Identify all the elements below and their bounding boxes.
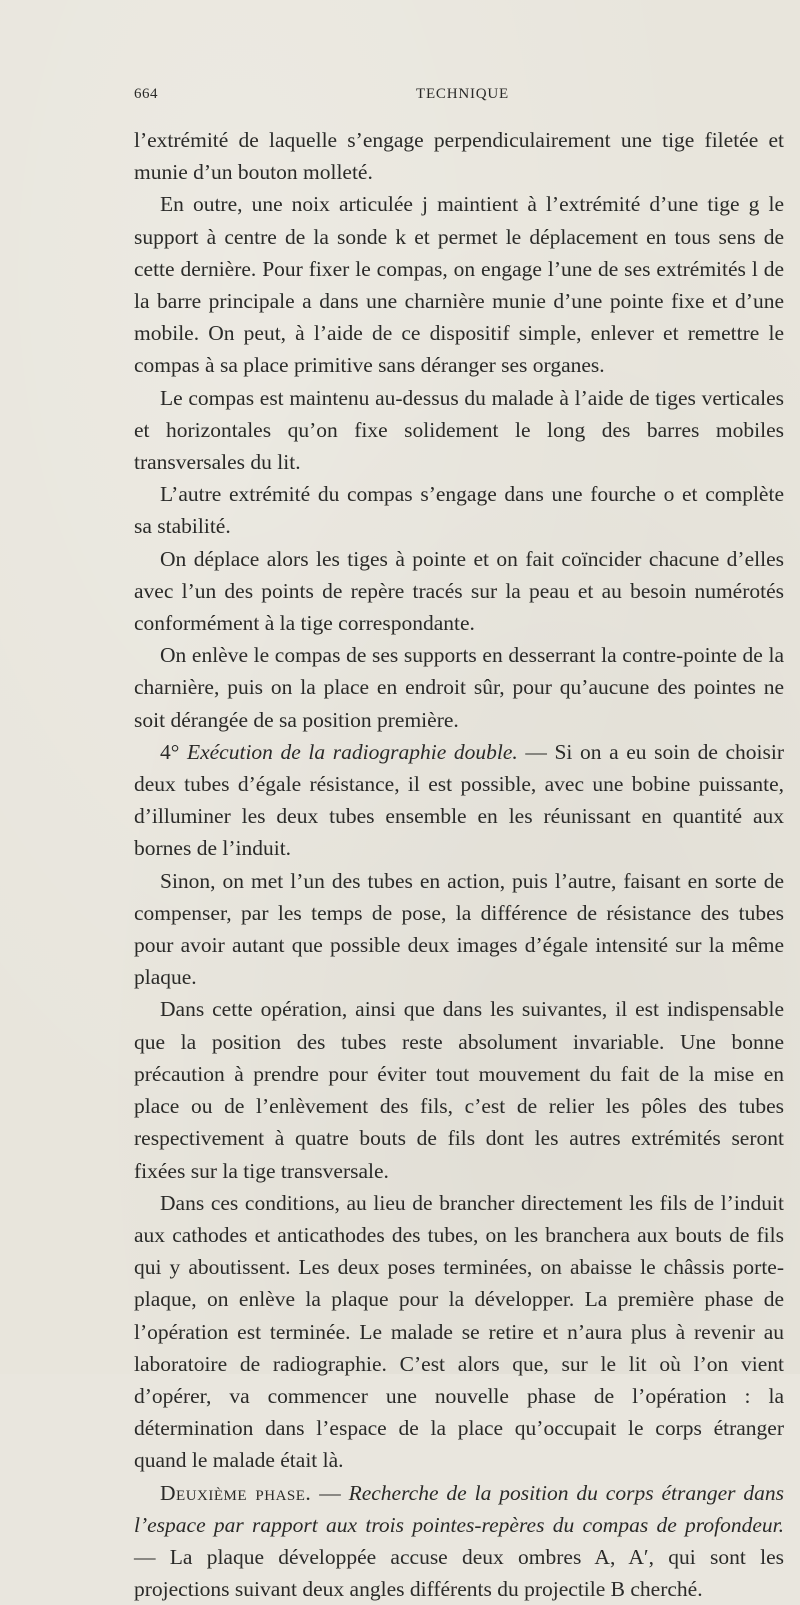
body-text	[134, 124, 784, 1605]
paragraph-conditions	[134, 1187, 784, 1477]
phase-label: Deuxième phase.	[160, 1480, 312, 1505]
dash-separator: —	[311, 1480, 349, 1505]
section-number: 4°	[160, 739, 187, 764]
paragraph-text: Dans cette opération, ainsi que dans les suivantes, il est indispensable que la position des tubes reste absolument invariable. Une bonne précaution à prendre pour éviter tout mouvement du fait de la mise en place ou de l’enlèvement des fils, c’est de relier les pôles des tubes respectivement à quatre bouts de fils dont les autres extrémités seront fixées sur la tige transversale.	[134, 997, 784, 1183]
paragraph-enleve-compas	[134, 639, 784, 736]
paragraph-execution-radiographie	[134, 736, 784, 865]
paragraph-noix-articulee	[134, 188, 784, 381]
paragraph-deplace-tiges	[134, 543, 784, 640]
paragraph-text: Sinon, on met l’un des tubes en action, puis l’autre, faisant en sorte de compenser, par les temps de pose, la différence de résistance des tubes pour avoir autant que possible deux images d’égale intensité sur la même plaque.	[134, 868, 784, 990]
paragraph-text: — Si on a eu soin de choisir deux tubes d’égale résistance, il est possible, avec une bobine puissante, d’illuminer les deux tubes ensemble en les réunissant en quantité aux bornes de l’induit.	[134, 739, 784, 861]
section-heading: Exécution de la radiographie double.	[186, 739, 518, 764]
paragraph-text: En outre, une noix articulée j maintient à l’extrémité d’une tige g le support à centre de la sonde k et permet le déplacement en tous sens de cette dernière. Pour fixer le compas, on engage l’une de ses extrémités l de la barre principale a dans une charnière munie d’une pointe fixe et d’une mobile. On peut, à l’aide de ce dispositif simple, enlever et remettre le compas à sa place primitive sans déranger ses organes.	[134, 192, 784, 378]
paragraph-sinon	[134, 865, 784, 994]
section-heading: Recherche de la position du corps étranger dans l’espace par rapport aux trois pointes-repères du compas de profondeur.	[134, 1480, 785, 1537]
paragraph-text: — La plaque développée accuse deux ombres A, A′, qui sont les projections suivant deux angles différents du projectile B cherché.	[134, 1544, 784, 1602]
paragraph-position-tubes	[134, 993, 784, 1186]
paragraph-continuation	[134, 124, 784, 188]
paragraph-deuxieme-phase	[134, 1477, 784, 1605]
running-title: TECHNIQUE	[416, 86, 510, 102]
paragraph-text: Le compas est maintenu au-dessus du malade à l’aide de tiges verticales et horizontales qu’on fixe solidement le long des barres mobiles transversales du lit.	[134, 385, 784, 475]
paragraph-text: Dans ces conditions, au lieu de brancher directement les fils de l’induit aux cathodes et anticathodes des tubes, on les branchera aux bouts de fils qui y aboutissent. Les deux poses terminées, on abaisse le châssis porte-plaque, on enlève la plaque pour la développer. La première phase de l’opération est terminée. Le malade se retire et n’aura plus à revenir au laboratoire de radiographie. C’est alors que, sur le lit où l’on vient d’opérer, va commencer une nouvelle phase de l’opération : la détermination dans l’espace de la place qu’occupait le corps étranger quand le malade était là.	[134, 1190, 784, 1473]
paragraph-text: L’autre extrémité du compas s’engage dans une fourche o et complète sa stabilité.	[134, 482, 784, 539]
paragraph-autre-extremite	[134, 478, 784, 542]
page-number: 664	[134, 86, 158, 102]
paragraph-text: On enlève le compas de ses supports en desserrant la contre-pointe de la charnière, puis on la place en endroit sûr, pour qu’aucune des pointes ne soit dérangée de sa position première.	[134, 643, 784, 732]
paragraph-compas-maintenu	[134, 382, 784, 479]
running-head	[134, 86, 784, 108]
paragraph-text: On déplace alors les tiges à pointe et on fait coïncider chacune d’elles avec l’un des points de repère tracés sur la peau et au besoin numérotés conformément à la tige correspondante.	[134, 546, 784, 636]
paragraph-text: l’extrémité de laquelle s’engage perpendiculairement une tige filetée et munie d’un bouton molleté.	[134, 128, 784, 185]
